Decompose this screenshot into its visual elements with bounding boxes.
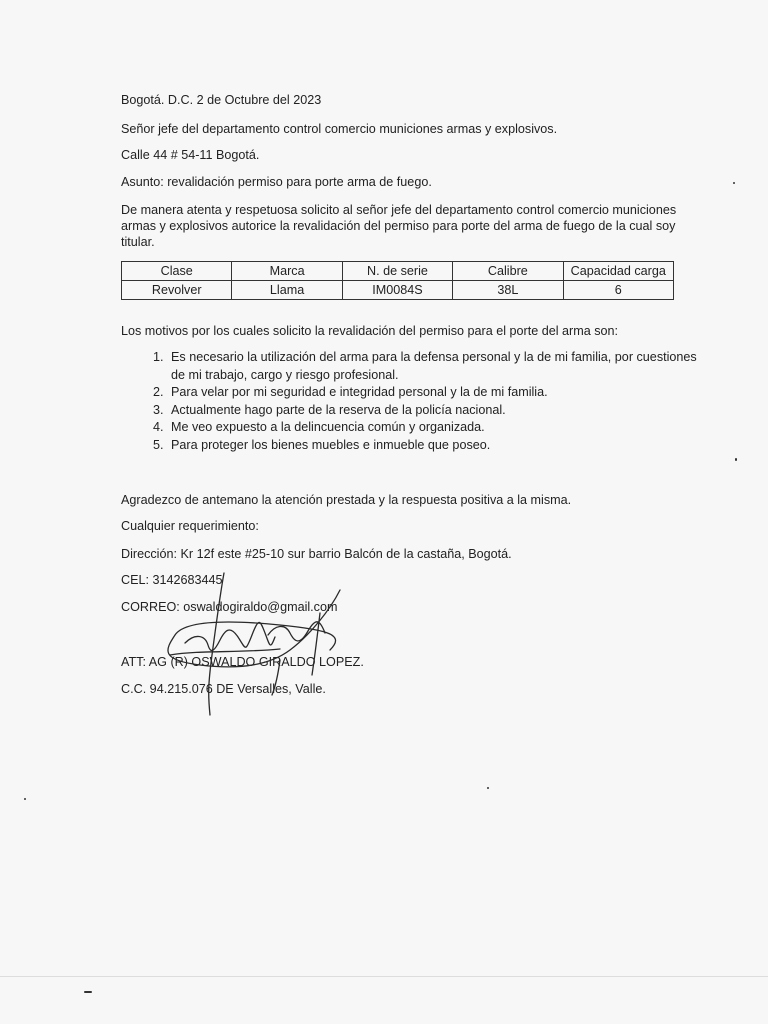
recipient-address: Calle 44 # 54-11 Bogotá.	[121, 148, 260, 162]
reasons-list	[121, 349, 707, 454]
place-date: Bogotá. D.C. 2 de Octubre del 2023	[121, 93, 322, 107]
scan-speck	[735, 458, 737, 461]
recipient: Señor jefe del departamento control comercio municiones armas y explosivos.	[121, 122, 558, 136]
cell-serie: IM0084S	[342, 281, 452, 300]
table-header-row	[122, 262, 674, 281]
cell-capacidad: 6	[563, 281, 673, 300]
scan-edge	[0, 976, 768, 977]
list-item: 3. Actualmente hago parte de la reserva de la policía nacional.	[167, 402, 707, 420]
signature-icon	[160, 565, 370, 725]
header-marca: Marca	[232, 262, 342, 281]
scan-speck	[84, 991, 92, 993]
id-line: C.C. 94.215.076 DE Versalles, Valle.	[121, 682, 326, 696]
contact-cel: CEL: 3142683445	[121, 573, 223, 587]
list-item: 2. Para velar por mi seguridad e integridad personal y la de mi familia.	[167, 384, 707, 402]
scan-speck	[24, 798, 26, 800]
reasons-intro: Los motivos por los cuales solicito la revalidación del permiso para el porte del arma son:	[121, 324, 618, 338]
attention-line: ATT: AG (R) OSWALDO GIRALDO LOPEZ.	[121, 655, 364, 669]
header-capacidad: Capacidad carga	[563, 262, 673, 281]
header-serie: N. de serie	[342, 262, 452, 281]
table-row	[122, 281, 674, 300]
request-paragraph: De manera atenta y respetuosa solicito al señor jefe del departamento control comercio municiones armas y explosivos autorice la revalidación del permiso para porte del arma de fuego de la cual soy titular.	[121, 203, 677, 249]
weapon-table	[121, 261, 674, 300]
scan-speck	[487, 787, 489, 789]
list-item: 1. Es necesario la utilización del arma para la defensa personal y la de mi familia, por cuestiones de mi trabajo, cargo y riesgo profesional.	[167, 349, 707, 384]
list-item: 4. Me veo expuesto a la delincuencia común y organizada.	[167, 419, 707, 437]
scan-speck	[733, 182, 735, 184]
contact-email: CORREO: oswaldogiraldo@gmail.com	[121, 600, 338, 614]
list-item: 5. Para proteger los bienes muebles e inmueble que poseo.	[167, 437, 707, 455]
header-clase: Clase	[122, 262, 232, 281]
requirement-line: Cualquier requerimiento:	[121, 519, 259, 533]
thanks-line: Agradezco de antemano la atención prestada y la respuesta positiva a la misma.	[121, 493, 572, 507]
header-calibre: Calibre	[453, 262, 563, 281]
contact-direction: Dirección: Kr 12f este #25-10 sur barrio Balcón de la castaña, Bogotá.	[121, 547, 512, 561]
cell-calibre: 38L	[453, 281, 563, 300]
cell-clase: Revolver	[122, 281, 232, 300]
cell-marca: Llama	[232, 281, 342, 300]
subject-line: Asunto: revalidación permiso para porte arma de fuego.	[121, 175, 432, 189]
